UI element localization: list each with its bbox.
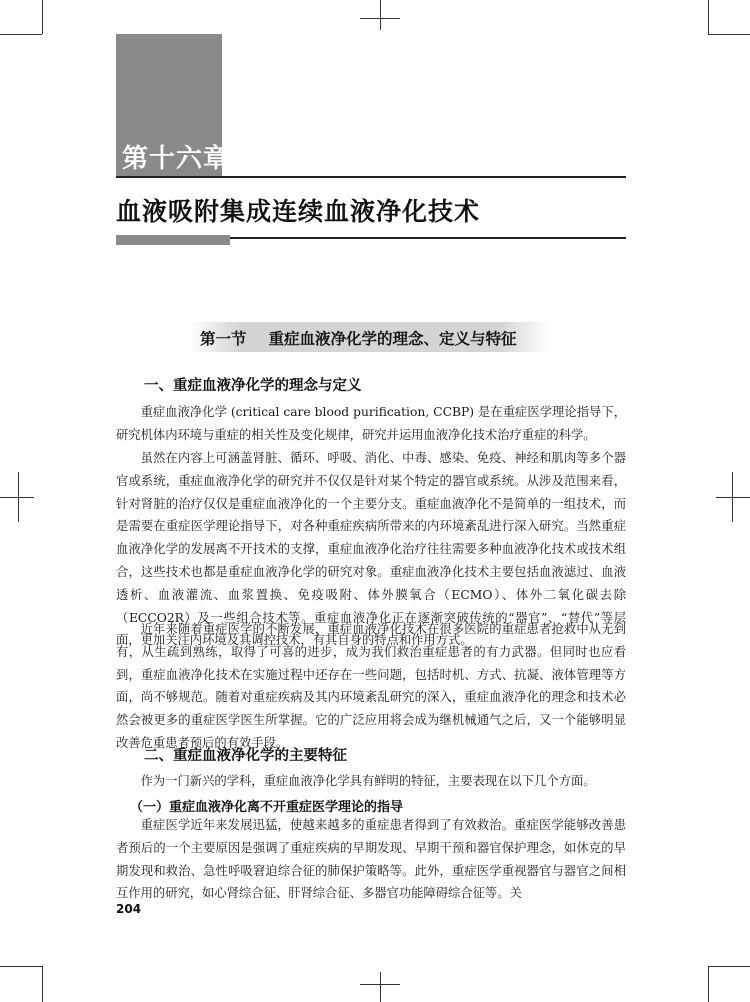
chapter-rule-bottom [230,237,626,239]
section-number: 第一节 [200,329,247,348]
paragraph-features-intro: 作为一门新兴的学科，重症血液净化学具有鲜明的特征，主要表现在以下几个方面。 [140,774,596,788]
chapter-rule-top [116,176,626,178]
section-title [200,327,517,349]
chapter-title: 血液吸附集成连续血液净化技术 [116,197,481,226]
paragraph-critical-care-development: 重症医学近年来发展迅猛，使越来越多的重症患者得到了有效救治。重症医学能够改善患者预后的一个主要原因是强调了重症疾病的早期发现、早期干预和器官保护理念，如休克的早期发现和救治、急性呼吸窘迫综合征的肺保护策略等。此外，重症医学重视器官与器官之间相互作用的研究，如心肾综合征、肝肾综合征、多器官功能障碍综合征等。关 [116,818,626,901]
chapter-label: 第十六章 [122,144,231,174]
paragraph-development: 近年来随着重症医学的不断发展，重症血液净化技术在很多医院的重症患者抢救中从无到有，从生疏到熟练，取得了可喜的进步，成为我们救治重症患者的有力武器。但同时也应看到，重症血液净化技术在实施过程中还存在一些问题，包括时机、方式、抗凝、液体管理等方面，尚不够规范。随着对重症疾病及其内环境紊乱研究的深入，重症血液净化的理念和技术必然会被更多的重症医学医生所掌握。它的广泛应用将会成为继机械通气之后，又一个能够明显改善危重患者预后的有效手段。 [116,622,626,750]
chapter-accent-bar [116,235,230,245]
section-title-text: 重症血液净化学的理念、定义与特征 [268,329,517,348]
heading-concept-definition: 一、重症血液净化学的理念与定义 [144,378,362,394]
subheading-theory-guidance: （一）重症血液净化离不开重症医学理论的指导 [130,800,404,815]
paragraph-definition: 重症血液净化学 (critical care blood purification, CCBP) 是在重症医学理论指导下，研究机体内环境与重症的相关性及变化规律，研究并运用血液净化技术治疗重症的科学。 [116,405,626,442]
page-number: 204 [116,902,142,916]
heading-main-features: 二、重症血液净化学的主要特征 [144,748,347,764]
paragraph-scope: 虽然在内容上可涵盖肾脏、循环、呼吸、消化、中毒、感染、免疫、神经和肌肉等多个器官或系统，重症血液净化学的研究并不仅仅是针对某个特定的器官或系统。从涉及范围来看，针对肾脏的治疗仅仅是重症血液净化的一个主要分支。重症血液净化不是简单的一组技术，而是需要在重症医学理论指导下，对各种重症疾病所带来的内环境紊乱进行深入研究。当然重症血液净化学的发展离不开技术的支撑，重症血液净化治疗往往需要多种血液净化技术或技术组合，这些技术也都是重症血液净化学的研究对象。重症血液净化技术主要包括血液滤过、血液透析、血液灌流、血浆置换、免疫吸附、体外膜氧合（ECMO）、体外二氧化碳去除（ECCO2R）及一些组合技术等。重症血液净化正在逐渐突破传统的“器官”、“替代”等层面，更加关注内环境及其调控技术，有其自身的特点和作用方式。 [116,451,626,648]
